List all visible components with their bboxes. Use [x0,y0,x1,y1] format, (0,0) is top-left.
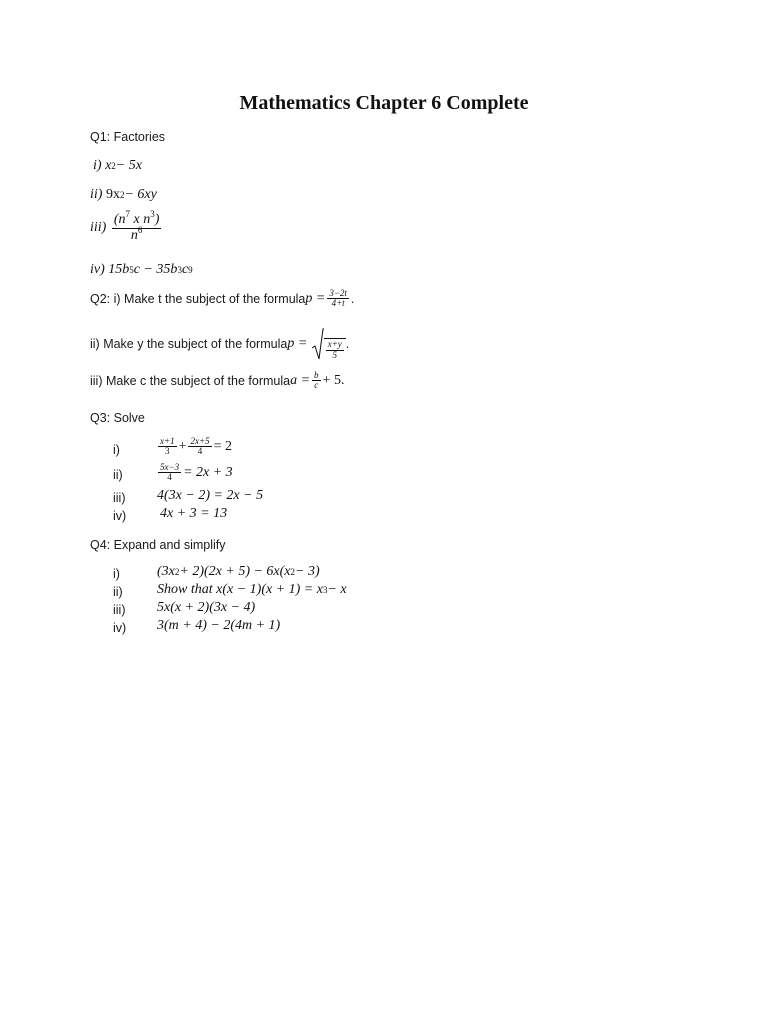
page-title: Mathematics Chapter 6 Complete [239,92,529,114]
q3-item-i-label: i) [113,443,120,457]
q2-item-iii: iii) Make c the subject of the formula a = $\frac{b}{c}$ + 5. [90,370,345,391]
radical-sign-icon [312,328,324,360]
q3-item-iii-label: iii) [113,491,126,505]
q3-item-i: $\frac{x+1}{3}$ + $\frac{2x+5}{4}$ = 2 [160,436,232,457]
q2-i-fraction: $\frac{3-2t}{4+t}$ [329,288,347,309]
q3-item-iii: 4(3x − 2) = 2x − 5 [157,488,264,503]
q2-item-i: Q2: i) Make t the subject of the formula p = $\frac{3-2t}{4+t}$ . [90,288,355,309]
q3-item-iv-label: iv) [113,509,127,523]
q3-item-ii: $\frac{5x-3}{4}$ = 2x + 3 [160,462,233,483]
q3-item-iv: 4x + 3 = 13 [160,506,228,521]
q1-item-iv: iv) 15b 5 c − 35b 3 c 9 [90,262,193,277]
q4-item-ii: Show that x(x − 1)(x + 1) = x 3 − x [157,582,347,597]
q2-iii-fraction: $\frac{b}{c}$ [314,370,319,391]
q4-item-i: (3x 2 + 2)(2x + 5) − 6x(x 2 − 3) [157,564,320,579]
q1-item-i: i) x 2 − 5x [93,158,142,173]
q4-item-iii-label: iii) [113,603,126,617]
q4-item-iv-label: iv) [113,621,127,635]
q1-item-ii: ii) 9x 2 − 6xy [90,187,157,202]
q4-item-ii-label: ii) [113,585,123,599]
q3-item-ii-label: ii) [113,468,123,482]
q2-item-ii: ii) Make y the subject of the formula p = $\frac{x+y}{5}$ . [90,328,349,360]
q3-heading: Q3: Solve [90,411,145,425]
q4-item-iii: 5x(x + 2)(3x − 4) [157,600,256,615]
q1-iii-fraction: $\frac{(n^7 x n^3)}{n^6}$ [113,209,160,243]
q1-heading: Q1: Factories [90,130,166,144]
q4-heading: Q4: Expand and simplify [90,538,226,552]
q1-item-iii: iii) $\frac{(n^7 x n^3)}{n^6}$ [90,209,160,243]
q4-item-i-label: i) [113,567,120,581]
q4-item-iv: 3(m + 4) − 2(4m + 1) [157,618,281,633]
q2-ii-square-root: $\frac{x+y}{5}$ [312,328,346,360]
